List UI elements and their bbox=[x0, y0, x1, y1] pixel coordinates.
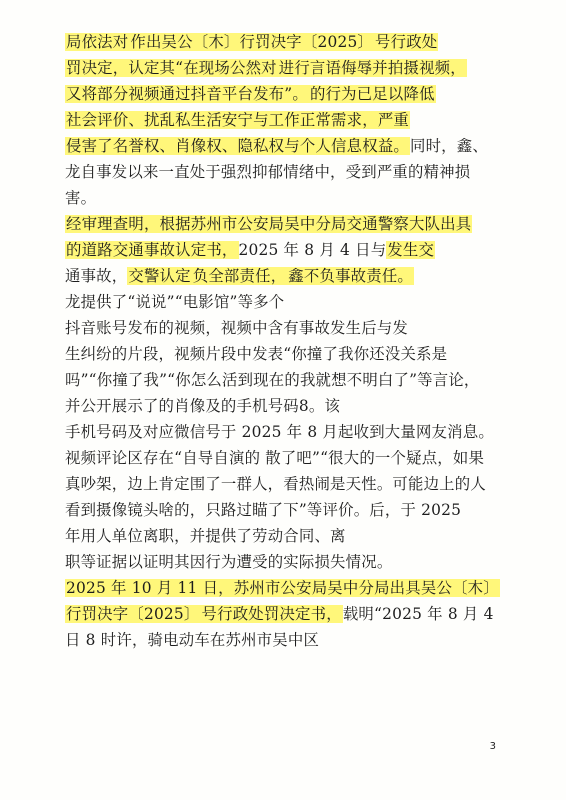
text-line bbox=[65, 212, 515, 236]
text-segment: 后， bbox=[369, 501, 401, 519]
text-segment: 日 8 时许， bbox=[65, 631, 148, 649]
text-segment: 离职，并提供了劳动合同、离 bbox=[142, 527, 346, 545]
text-segment: 与 bbox=[376, 319, 393, 337]
text-line bbox=[65, 82, 515, 106]
text-segment: 真吵架，边上肯定围了一群人，看热闹是天性。可能边上的人 bbox=[65, 475, 486, 493]
highlighted-text: 的行为已足以降低 bbox=[309, 85, 435, 103]
text-segment: 龙自事发以来一直处于强烈抑郁情绪中，受到严重的精神损 bbox=[65, 163, 471, 181]
text-line bbox=[65, 628, 515, 652]
text-segment: 龙提供了“ bbox=[65, 293, 136, 311]
text-line bbox=[65, 108, 515, 132]
text-line bbox=[65, 472, 515, 496]
text-segment: 骑电动车在苏州市吴中区 bbox=[147, 631, 320, 649]
text-line bbox=[65, 134, 515, 158]
text-line bbox=[65, 602, 515, 626]
page-number: 3 bbox=[489, 741, 496, 752]
text-segment: 同时， bbox=[410, 137, 457, 155]
highlighted-text: 号行政处 bbox=[375, 33, 438, 51]
text-line bbox=[65, 498, 515, 522]
text-line bbox=[65, 56, 515, 80]
text-line bbox=[65, 368, 515, 392]
highlighted-text: 进行言语侮辱并拍摄视频， bbox=[278, 59, 466, 77]
text-segment: 职 bbox=[65, 553, 81, 571]
text-segment: 2025 年 8 月 4 日 bbox=[238, 241, 371, 259]
text-line bbox=[65, 524, 515, 548]
text-segment: 行为遭受的实际损失情况。 bbox=[205, 553, 393, 571]
text-segment: 害。 bbox=[65, 189, 97, 207]
text-segment: 用人单位 bbox=[80, 527, 143, 545]
text-line bbox=[65, 446, 515, 470]
text-line bbox=[65, 238, 515, 262]
text-segment: “ bbox=[174, 293, 183, 311]
highlighted-text: 的道路交通事故认定书， bbox=[66, 241, 238, 259]
text-segment: 视频评论区存在“自导自演的 散了吧”“很大的一个疑点，如果 bbox=[65, 449, 485, 467]
text-line bbox=[65, 290, 515, 314]
text-segment: 的手机号码 bbox=[220, 397, 299, 415]
highlighted-text: 行罚决字〔2025〕 bbox=[66, 605, 200, 623]
text-line bbox=[65, 420, 515, 444]
text-segment: 看到摄像镜头啥的，只路过瞄了下”等评价。 bbox=[65, 501, 370, 519]
highlighted-text: 号行政处罚决定书， bbox=[201, 605, 342, 623]
highlighted-text: 交警认定 bbox=[128, 267, 191, 285]
highlighted-text: 侵害了名誉权、肖像权、隐私权与个人信息权益。 bbox=[66, 137, 409, 155]
highlighted-text: 社会评价、扰乱私生活安宁与工作正常需求，严重 bbox=[66, 111, 409, 129]
text-segment: 通事故， bbox=[65, 267, 128, 285]
highlighted-text: 经审理查明，根据苏州市公安局吴中分局交通警察大队出具 bbox=[66, 215, 472, 233]
text-segment: 电影馆”等多个 bbox=[182, 293, 285, 311]
text-segment: 抖音账号发布的视频，视频中含有事故发生后 bbox=[65, 319, 377, 337]
text-line bbox=[65, 316, 515, 340]
highlighted-text: 又将部分视频通过抖音平台发布”。 bbox=[66, 85, 308, 103]
text-segment: 发 bbox=[392, 319, 409, 337]
highlighted-text: 发生交 bbox=[387, 241, 435, 259]
highlighted-text: 2025 年 10 月 11 日，苏州市公安局吴中分局出具吴公〔木〕 bbox=[66, 579, 499, 597]
text-segment: 8。该 bbox=[298, 397, 341, 415]
highlighted-text: 局依法对 bbox=[66, 33, 129, 51]
text-segment: 于 2025 bbox=[400, 501, 462, 519]
text-segment: 发表“你撞了我你还没关系是 bbox=[252, 345, 448, 363]
text-line bbox=[65, 576, 515, 600]
text-segment: 鑫、 bbox=[456, 137, 488, 155]
text-segment: 并公开展示了 bbox=[65, 397, 159, 415]
text-segment: 与 bbox=[370, 241, 387, 259]
highlighted-text: 作出吴公〔木〕行罚决字〔2025〕 bbox=[130, 33, 374, 51]
text-segment: 生纠纷的片段，视频片段中 bbox=[65, 345, 253, 363]
text-segment: 载明“2025 年 8 月 4 bbox=[342, 605, 494, 623]
highlighted-text: 罚决定，认定其“在现场公然对 bbox=[66, 59, 277, 77]
highlighted-text: 鑫不负事故责任。 bbox=[288, 267, 414, 285]
text-segment: 年 bbox=[65, 527, 81, 545]
text-line bbox=[65, 186, 515, 210]
text-segment: 的肖像及 bbox=[158, 397, 221, 415]
text-line bbox=[65, 264, 515, 288]
text-segment: 手机号码及对应微信号于 2025 年 8 月起收到大量网友消息。 bbox=[65, 423, 494, 441]
text-line bbox=[65, 30, 515, 54]
text-line bbox=[65, 342, 515, 366]
text-line bbox=[65, 394, 515, 418]
text-segment: 吗”“你撞了我”“你怎么活到现在的我就想不明白了”等言论， bbox=[65, 371, 480, 389]
text-segment: 等证据以证明其因 bbox=[80, 553, 206, 571]
text-line bbox=[65, 160, 515, 184]
text-line bbox=[65, 550, 515, 574]
highlighted-text: 负全部责任， bbox=[192, 267, 287, 285]
text-segment: 说说” bbox=[135, 293, 175, 311]
